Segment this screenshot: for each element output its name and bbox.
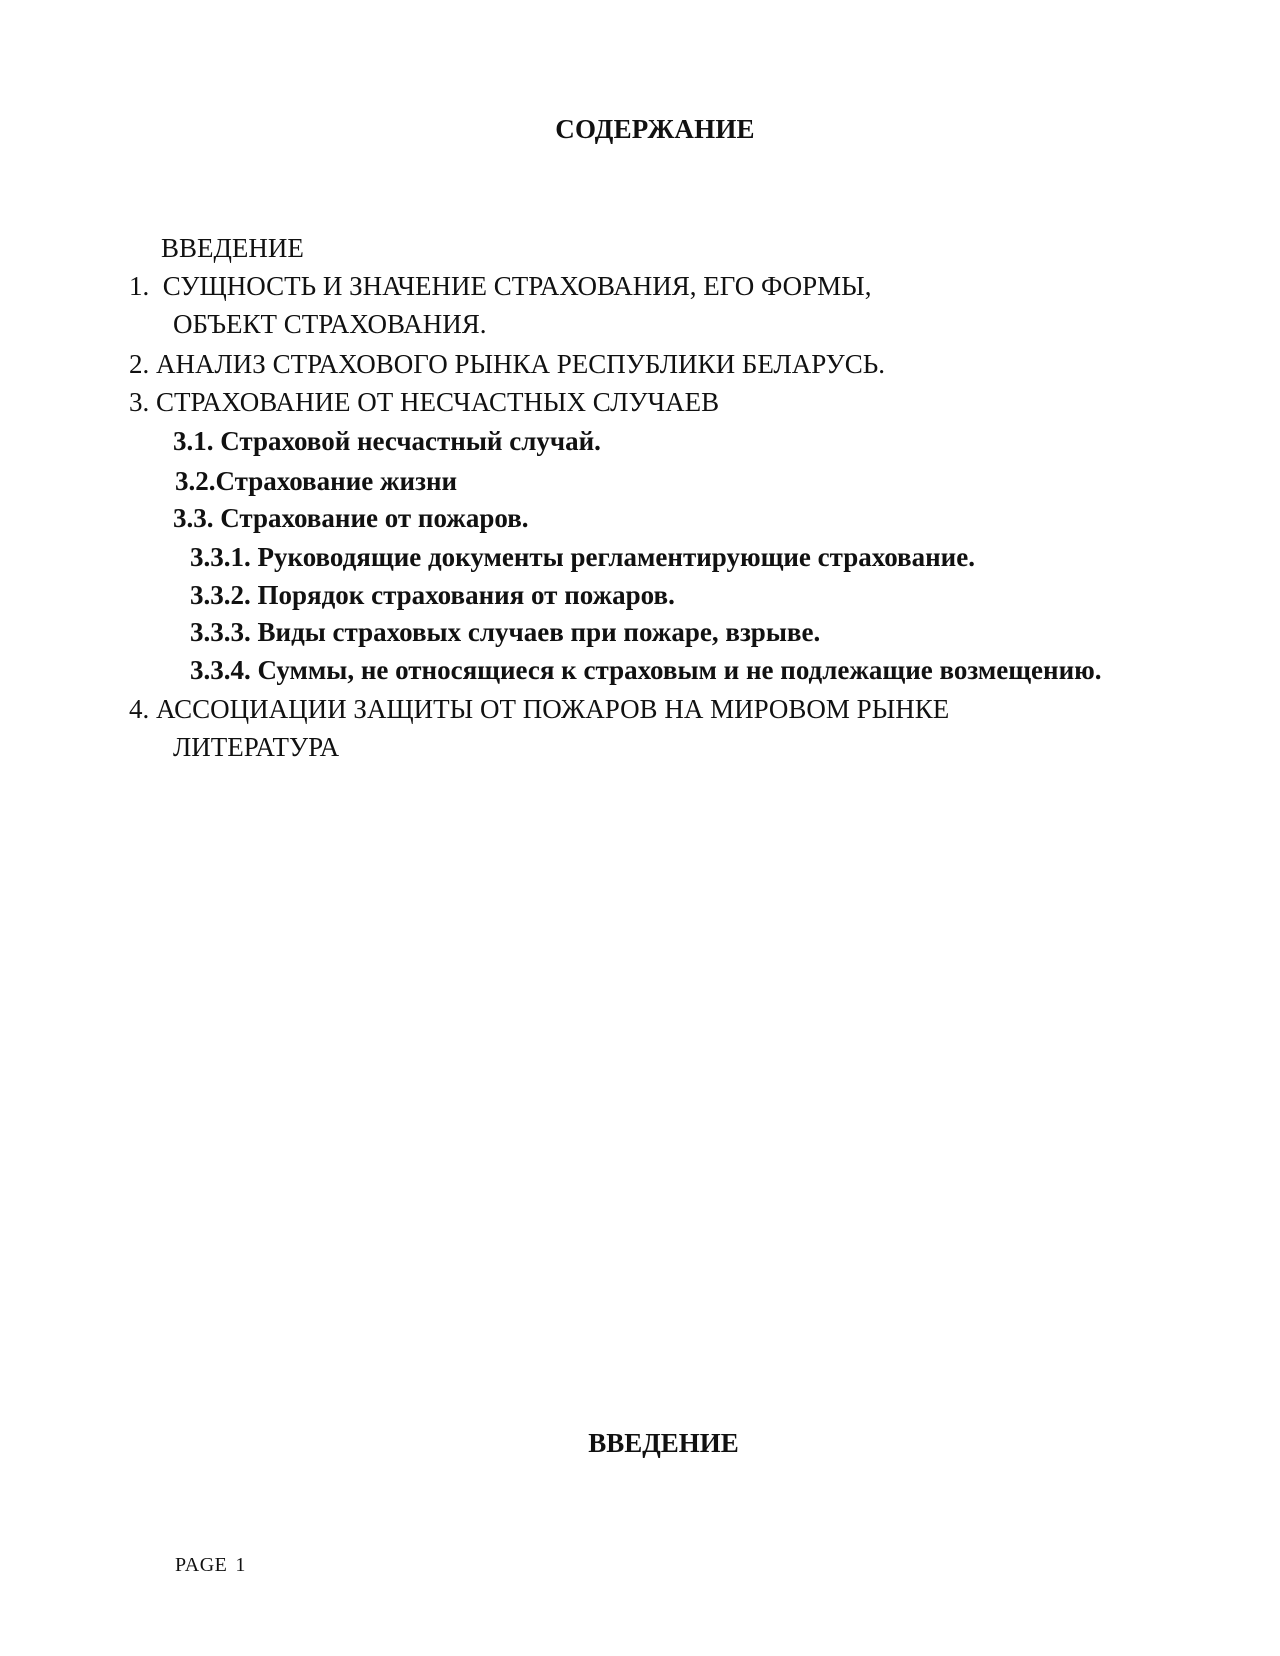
- toc-item-3-3-2: 3.3.2. Порядок страхования от пожаров.: [190, 580, 675, 610]
- toc-item-3: 3. СТРАХОВАНИЕ ОТ НЕСЧАСТНЫХ СЛУЧАЕВ: [129, 387, 720, 417]
- toc-item-3-3-1: 3.3.1. Руководящие документы регламентирующие страхование.: [190, 542, 975, 572]
- footer-page-number: 1: [235, 1554, 246, 1576]
- toc-item-intro: ВВЕДЕНИЕ: [161, 233, 304, 263]
- section-heading-intro: ВВЕДЕНИЕ: [588, 1428, 739, 1458]
- toc-item-literature: ЛИТЕРАТУРА: [173, 732, 340, 762]
- toc-item-3-3-3: 3.3.3. Виды страховых случаев при пожаре, взрыве.: [190, 617, 821, 647]
- toc-item-3-3-4: 3.3.4. Суммы, не относящиеся к страховым и не подлежащие возмещению.: [190, 655, 1102, 685]
- footer-page-label: PAGE: [175, 1554, 228, 1576]
- page-footer: [175, 1554, 246, 1577]
- toc-item-3-3: 3.3. Страхование от пожаров.: [173, 503, 529, 533]
- toc-item-1-number: 1.: [129, 271, 150, 301]
- toc-item-4: 4. АССОЦИАЦИИ ЗАЩИТЫ ОТ ПОЖАРОВ НА МИРОВОМ РЫНКЕ: [129, 694, 950, 724]
- toc-item-3-2: 3.2.Страхование жизни: [175, 466, 458, 496]
- toc-title: СОДЕРЖАНИЕ: [555, 114, 755, 144]
- toc-item-1-continuation: ОБЪЕКТ СТРАХОВАНИЯ.: [173, 309, 487, 339]
- toc-item-2: 2. АНАЛИЗ СТРАХОВОГО РЫНКА РЕСПУБЛИКИ БЕЛАРУСЬ.: [129, 349, 885, 379]
- toc-item-1-text: СУЩНОСТЬ И ЗНАЧЕНИЕ СТРАХОВАНИЯ, ЕГО ФОРМЫ,: [162, 271, 872, 301]
- toc-item-1: [129, 271, 871, 301]
- toc-item-3-1: 3.1. Страховой несчастный случай.: [173, 426, 601, 456]
